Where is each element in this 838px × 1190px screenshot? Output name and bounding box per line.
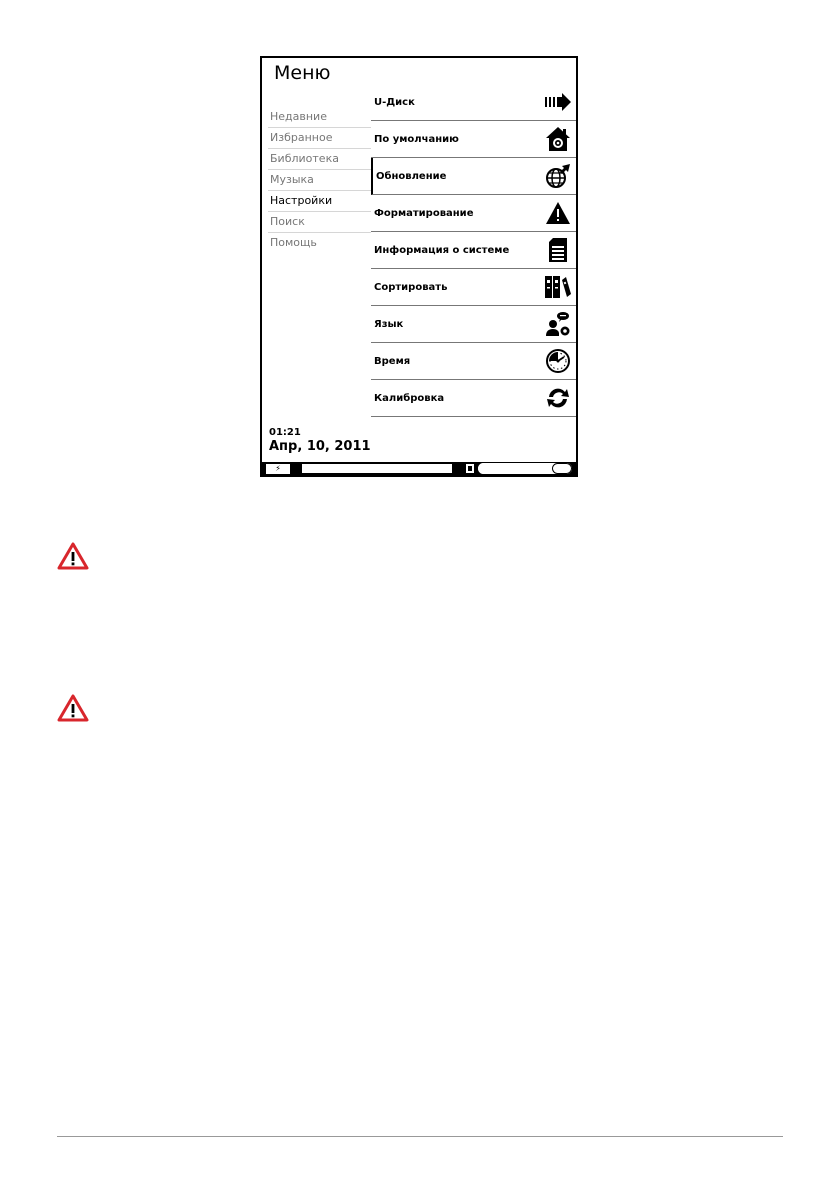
settings-item-language[interactable] [371,306,576,343]
settings-item-label: Калибровка [374,392,445,404]
warning-icon [57,542,89,570]
left-menu-item-favorites[interactable]: Избранное [268,128,371,149]
settings-item-label: Форматирование [374,207,474,219]
refresh-icon [544,384,572,412]
settings-item-defaults[interactable] [371,121,576,158]
status-message-field [302,464,452,473]
settings-item-format[interactable] [371,195,576,232]
page-title: Меню [274,62,331,84]
settings-item-sort[interactable] [371,269,576,306]
clock-date: Апр, 10, 2011 [269,439,371,454]
left-menu-item-search[interactable]: Поиск [268,212,371,233]
left-menu-item-recent[interactable]: Недавние [268,107,371,128]
settings-item-time[interactable] [371,343,576,380]
settings-item-label: Обновление [376,170,447,182]
left-menu-item-music[interactable]: Музыка [268,170,371,191]
left-menu-item-settings[interactable]: Настройки [268,191,371,212]
arrow-right-icon [544,88,572,116]
device-screen [260,56,578,477]
settings-item-label: Время [374,355,411,367]
left-menu-item-help[interactable]: Помощь [270,236,317,249]
settings-item-label: Язык [374,318,404,330]
home-gear-icon [544,125,572,153]
left-menu [268,107,371,253]
settings-item-label: Сортировать [374,281,448,293]
person-speech-icon [544,310,572,338]
left-menu-item-library[interactable]: Библиотека [268,149,371,170]
page-icon [466,464,474,473]
settings-item-update[interactable] [371,158,576,195]
footer-divider [57,1136,783,1137]
document-icon [544,236,572,264]
reading-progress-bar[interactable] [478,463,572,474]
status-bar [262,462,576,475]
globe-arrow-icon [544,162,572,190]
progress-fill [478,463,553,474]
books-icon [544,273,572,301]
settings-item-calibration[interactable] [371,380,576,417]
clock-time: 01:21 [269,427,301,438]
battery-charging-icon: ⚡ [266,464,290,474]
settings-item-label: Информация о системе [374,244,510,256]
settings-item-udisk[interactable] [371,84,576,121]
settings-item-label: По умолчанию [374,133,459,145]
settings-item-system-info[interactable] [371,232,576,269]
settings-menu [371,84,576,417]
progress-knob[interactable] [552,463,572,474]
clock-icon [544,347,572,375]
warning-icon [57,694,89,722]
warning-icon [544,199,572,227]
settings-item-label: U-Диск [374,96,415,108]
